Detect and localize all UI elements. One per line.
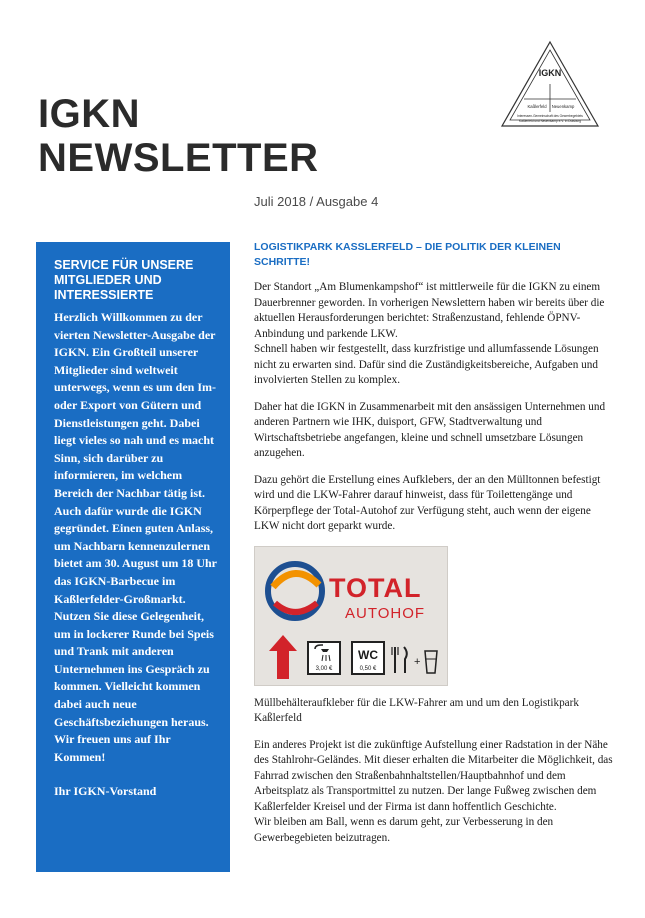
shower-price: 3,00 €: [315, 665, 333, 672]
logo-subtitle-1: Interessen-Gemeinschaft des Gewerbegebiets: [517, 114, 583, 118]
svg-text:+: +: [414, 655, 421, 668]
logo-left-label: Kaßlerfeld: [527, 104, 547, 109]
article-paragraph-4: [254, 738, 614, 847]
article-headline: LOGISTIKPARK KASSLERFELD – DIE POLITIK DER KLEINEN SCHRITTE!: [254, 241, 561, 268]
issue-label: Juli 2018 / Ausgabe 4: [254, 194, 379, 209]
main-article: [254, 240, 614, 857]
newsletter-title: [38, 92, 319, 180]
article-paragraph-1a: Der Standort „Am Blumenkampshof“ ist mittlerweile für die IGKN zu einem Dauerbrenner geworden. In vorherigen Newslettern haben wir bereits über die aktuellen Herausforderungen berichtet: Straßenzustand, fehlende ÖPNV-Anbindung und parkende LKW.: [254, 281, 605, 340]
igkn-logo: [500, 40, 600, 132]
sidebar-body: Herzlich Willkommen zu der vierten Newsletter-Ausgabe der IGKN. Ein Großteil unserer Mitglieder sind weltweit unterwegs, wenn es um den Im- oder Export von Gütern und Dienstleistungen geht. Dabei liegt vieles so nah und es macht Sinn, sich darüber zu informieren, im welchem Bereich der Nachbar tätig ist. Auch dafür wurde die IGKN gegründet. Einen guten Anlass, um Nachbarn kennenzulernen bietet am 30. August um 18 Uhr das IGKN-Barbecue im Kaßlerfelder-Großmarkt. Nutzen Sie diese Gelegenheit, um in lockerer Runde bei Speis und Trank mit anderen Unternehmen ins Gespräch zu kommen. Vielleicht kommen dabei auch neue Geschäftsbeziehungen heraus.: [54, 310, 217, 729]
arrow-up-icon: [269, 635, 297, 679]
shower-icon-box: [307, 641, 341, 675]
sidebar-heading: SERVICE FÜR UNSERE MITGLIEDER UND INTERESSIERTE: [54, 258, 194, 302]
sidebar-closing: Wir freuen uns auf Ihr Kommen!: [54, 732, 171, 764]
sticker-photo: [254, 546, 448, 686]
sidebar-signature: Ihr IGKN-Vorstand: [54, 784, 157, 799]
photo-caption: Müllbehälteraufkleber für die LKW-Fahrer am und um den Logistikpark Kaßlerfeld: [254, 696, 579, 724]
wc-price: 0,50 €: [359, 665, 377, 672]
article-paragraph-3: Dazu gehört die Erstellung eines Aufklebers, der an den Mülltonnen befestigt wird und die LKW-Fahrer darauf hinweist, dass für Toilettengänge und Körperpflege der Total-Autohof zur Verfügung steht, auch wenn der eigene LKW nicht dort geparkt wurde.: [254, 473, 601, 532]
article-paragraph-1: [254, 280, 614, 389]
sticker-subtitle: AUTOHOF: [345, 604, 426, 622]
logo-subtitle-2: Kaßlerfeld und Neuenkamp e.V. in Duisburg: [518, 119, 582, 123]
article-paragraph-2: Daher hat die IGKN in Zusammenarbeit mit den ansässigen Unternehmen und anderen Partnern wie IHK, duisport, GFW, Stadtverwaltung und Wirtschaftsbetriebe angefangen, kleine und schnell umsetzbare Lösungen anzugehen.: [254, 400, 606, 459]
sticker-brand: TOTAL: [329, 572, 422, 603]
cutlery-drink-icon: [389, 643, 448, 679]
article-paragraph-1b: Schnell haben wir festgestellt, dass kurzfristige und allumfassende Lösungen nicht zu erwarten sind. Dafür sind die Zuständigkeitsbereiche, Aufgaben und involvierten Stellen zu komplex.: [254, 343, 599, 386]
article-paragraph-4b: Wir bleiben am Ball, wenn es darum geht, zur Verbesserung in den Gewerbegebieten beizutragen.: [254, 816, 554, 844]
title-line-1: IGKN: [38, 92, 140, 136]
shower-icon: [309, 643, 339, 665]
service-sidebar: [36, 242, 230, 872]
wc-box: [351, 641, 385, 675]
title-line-2: NEWSLETTER: [38, 136, 319, 180]
logo-name: IGKN: [538, 68, 562, 78]
article-paragraph-4a: Ein anderes Projekt ist die zukünftige Aufstellung einer Radstation in der Nähe des Stahlrohr-Geländes. Mit dieser erhalten die Mitarbeiter die Möglichkeit, das Fahrrad zwischen den Straßenbahnhaltstellen/Hauptbahnhof und dem Arbeitsplatz als Transportmittel zu nutzen. Der lange Fußweg zwischen dem Kaßlerfelder Kreisel und der Firma ist dann hoffentlich Geschichte.: [254, 738, 613, 813]
wc-label: WC: [358, 647, 378, 662]
logo-right-label: Neuenkamp: [551, 104, 575, 109]
